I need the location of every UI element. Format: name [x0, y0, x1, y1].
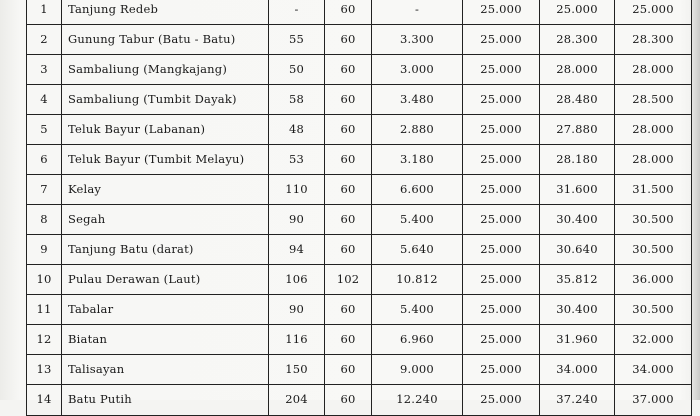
- cell-number: 12: [27, 325, 62, 355]
- cell-rounded: 28.000: [615, 145, 692, 175]
- cell-number: 3: [27, 55, 62, 85]
- table-row: [27, 265, 692, 295]
- cell-location: Kelay: [62, 175, 269, 205]
- cell-location: Tanjung Batu (darat): [62, 235, 269, 265]
- cell-base: 60: [325, 295, 372, 325]
- cell-base: 60: [325, 25, 372, 55]
- cell-total: 27.880: [540, 115, 615, 145]
- table-row: [27, 235, 692, 265]
- cell-rounded: 28.000: [615, 55, 692, 85]
- cell-fee: 25.000: [463, 55, 540, 85]
- cell-distance: 94: [269, 235, 325, 265]
- cell-location: Teluk Bayur (Tumbit Melayu): [62, 145, 269, 175]
- cell-base: 60: [325, 115, 372, 145]
- cell-total: 28.480: [540, 85, 615, 115]
- cell-total: 30.400: [540, 295, 615, 325]
- table-row: [27, 85, 692, 115]
- table-row: [27, 205, 692, 235]
- cell-base: 102: [325, 265, 372, 295]
- cell-rounded: 30.500: [615, 235, 692, 265]
- cell-distance: 90: [269, 205, 325, 235]
- cell-fee: 25.000: [463, 235, 540, 265]
- cell-distance: 150: [269, 355, 325, 385]
- cell-cost: 10.812: [372, 265, 463, 295]
- table-row: [27, 25, 692, 55]
- cell-distance: 116: [269, 325, 325, 355]
- cell-distance: 50: [269, 55, 325, 85]
- cell-location: Biatan: [62, 325, 269, 355]
- cell-number: 1: [27, 0, 62, 25]
- cell-total: 31.960: [540, 325, 615, 355]
- cell-number: 4: [27, 85, 62, 115]
- cell-base: 60: [325, 85, 372, 115]
- cell-total: 34.000: [540, 355, 615, 385]
- cell-distance: 204: [269, 385, 325, 416]
- cell-cost: 3.180: [372, 145, 463, 175]
- cell-cost: 3.300: [372, 25, 463, 55]
- cell-base: 60: [325, 205, 372, 235]
- cell-base: 60: [325, 235, 372, 265]
- cell-cost: 5.400: [372, 295, 463, 325]
- cell-number: 6: [27, 145, 62, 175]
- cell-cost: 3.480: [372, 85, 463, 115]
- cell-cost: 6.600: [372, 175, 463, 205]
- cell-total: 25.000: [540, 0, 615, 25]
- cell-location: Talisayan: [62, 355, 269, 385]
- table-row: [27, 325, 692, 355]
- cell-total: 37.240: [540, 385, 615, 416]
- cell-total: 30.400: [540, 205, 615, 235]
- table-row: [27, 355, 692, 385]
- cell-rounded: 28.000: [615, 115, 692, 145]
- cell-rounded: 28.300: [615, 25, 692, 55]
- cell-rounded: 37.000: [615, 385, 692, 416]
- cell-fee: 25.000: [463, 175, 540, 205]
- cell-number: 11: [27, 295, 62, 325]
- cell-cost: 2.880: [372, 115, 463, 145]
- cell-fee: 25.000: [463, 115, 540, 145]
- cell-number: 13: [27, 355, 62, 385]
- cell-location: Sambaliung (Tumbit Dayak): [62, 85, 269, 115]
- cell-total: 28.300: [540, 25, 615, 55]
- cell-location: Pulau Derawan (Laut): [62, 265, 269, 295]
- cell-fee: 25.000: [463, 25, 540, 55]
- cell-location: Gunung Tabur (Batu - Batu): [62, 25, 269, 55]
- cell-rounded: 30.500: [615, 205, 692, 235]
- cell-location: Batu Putih: [62, 385, 269, 416]
- cell-total: 31.600: [540, 175, 615, 205]
- cell-cost: 9.000: [372, 355, 463, 385]
- cell-number: 7: [27, 175, 62, 205]
- table-row: [27, 145, 692, 175]
- cell-rounded: 36.000: [615, 265, 692, 295]
- cell-location: Segah: [62, 205, 269, 235]
- cell-location: Tabalar: [62, 295, 269, 325]
- cell-location: Sambaliung (Mangkajang): [62, 55, 269, 85]
- cell-fee: 25.000: [463, 85, 540, 115]
- cell-base: 60: [325, 385, 372, 416]
- cell-cost: 5.400: [372, 205, 463, 235]
- table-body: [27, 0, 692, 416]
- table-row: [27, 175, 692, 205]
- cell-base: 60: [325, 145, 372, 175]
- cell-distance: 48: [269, 115, 325, 145]
- cell-number: 5: [27, 115, 62, 145]
- cell-rounded: 32.000: [615, 325, 692, 355]
- cell-cost: 12.240: [372, 385, 463, 416]
- cell-base: 60: [325, 175, 372, 205]
- page-edge-shadow: [692, 0, 700, 400]
- cell-distance: 106: [269, 265, 325, 295]
- cell-rounded: 30.500: [615, 295, 692, 325]
- cell-rounded: 31.500: [615, 175, 692, 205]
- cell-rounded: 34.000: [615, 355, 692, 385]
- cell-distance: 90: [269, 295, 325, 325]
- cell-location: Tanjung Redeb: [62, 0, 269, 25]
- cell-fee: 25.000: [463, 355, 540, 385]
- table-row: [27, 115, 692, 145]
- cell-fee: 25.000: [463, 295, 540, 325]
- cell-cost: 5.640: [372, 235, 463, 265]
- cell-location: Teluk Bayur (Labanan): [62, 115, 269, 145]
- cell-cost: 6.960: [372, 325, 463, 355]
- cell-base: 60: [325, 355, 372, 385]
- fare-table: [26, 0, 692, 416]
- cell-base: 60: [325, 55, 372, 85]
- cell-distance: -: [269, 0, 325, 25]
- cell-distance: 55: [269, 25, 325, 55]
- table-row: [27, 385, 692, 416]
- cell-number: 2: [27, 25, 62, 55]
- cell-number: 8: [27, 205, 62, 235]
- cell-rounded: 25.000: [615, 0, 692, 25]
- cell-number: 10: [27, 265, 62, 295]
- cell-fee: 25.000: [463, 325, 540, 355]
- cell-total: 28.000: [540, 55, 615, 85]
- cell-fee: 25.000: [463, 265, 540, 295]
- cell-total: 30.640: [540, 235, 615, 265]
- cell-fee: 25.000: [463, 385, 540, 416]
- cell-number: 9: [27, 235, 62, 265]
- cell-base: 60: [325, 0, 372, 25]
- cell-distance: 58: [269, 85, 325, 115]
- cell-base: 60: [325, 325, 372, 355]
- cell-total: 28.180: [540, 145, 615, 175]
- cell-distance: 110: [269, 175, 325, 205]
- cell-fee: 25.000: [463, 205, 540, 235]
- cell-fee: 25.000: [463, 0, 540, 25]
- table-row: [27, 0, 692, 25]
- table-row: [27, 295, 692, 325]
- table-row: [27, 55, 692, 85]
- cell-distance: 53: [269, 145, 325, 175]
- cell-fee: 25.000: [463, 145, 540, 175]
- cell-number: 14: [27, 385, 62, 416]
- cell-cost: -: [372, 0, 463, 25]
- cell-rounded: 28.500: [615, 85, 692, 115]
- cell-cost: 3.000: [372, 55, 463, 85]
- cell-total: 35.812: [540, 265, 615, 295]
